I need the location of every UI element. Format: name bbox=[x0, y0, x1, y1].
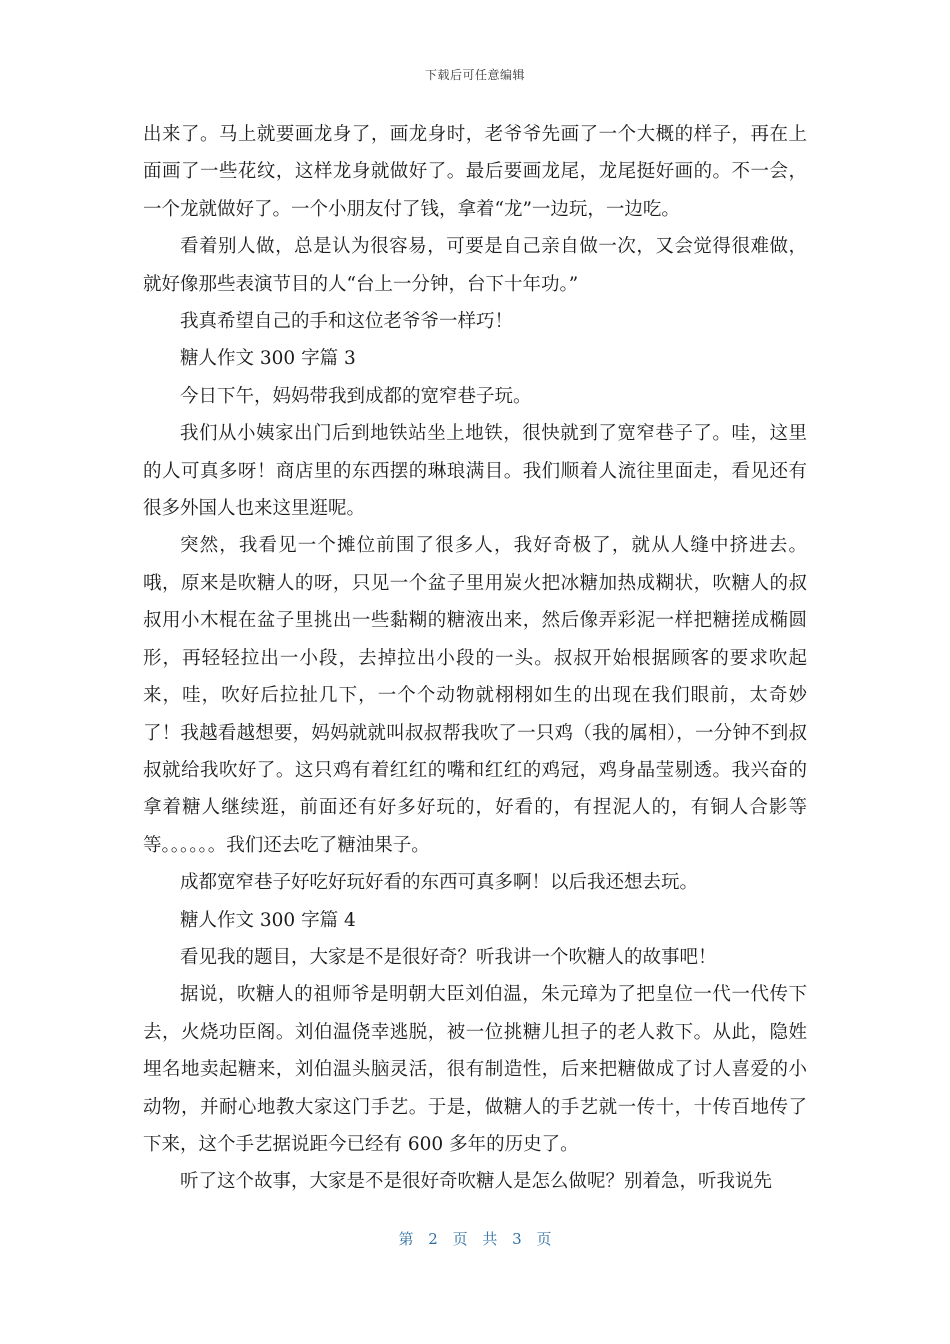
section-heading: 糖人作文 300 字篇 3 bbox=[180, 348, 356, 370]
paragraph: 我真希望自己的手和这位老爷爷一样巧！ bbox=[180, 311, 514, 333]
section-heading: 糖人作文 300 字篇 4 bbox=[180, 909, 356, 931]
paragraph: 听了这个故事，大家是不是很好奇吹糖人是怎么做呢？别着急，听我说先 bbox=[180, 1171, 773, 1193]
page-footer: 第 2 页 共 3 页 bbox=[398, 1230, 552, 1248]
page-header: 下载后可任意编辑 bbox=[424, 68, 525, 82]
paragraph: 看见我的题目，大家是不是很好奇？听我讲一个吹糖人的故事吧！ bbox=[180, 946, 717, 968]
paragraph: 出来了。马上就要画龙身了，画龙身时，老爷爷先画了一个大概的样子，再在上面画了一些花纹，这样龙身就做好了。最后要画龙尾，龙尾挺好画的。不一会，一个龙就做好了。一个小朋友付了钱，拿着“龙”一边玩，一边吃。 bbox=[143, 124, 807, 220]
paragraph: 今日下午，妈妈带我到成都的宽窄巷子玩。 bbox=[180, 385, 532, 407]
document-body bbox=[143, 116, 807, 1201]
paragraph: 突然，我看见一个摊位前围了很多人，我好奇极了，就从人缝中挤进去。哦，原来是吹糖人的呀，只见一个盆子里用炭火把冰糖加热成糊状，吹糖人的叔叔用小木棍在盆子里挑出一些黏糊的糖液出来，然后像弄彩泥一样把糖搓成椭圆形，再轻轻拉出一小段，去掉拉出小段的一头。叔叔开始根据顾客的要求吹起来，哇，吹好后拉扯几下，一个个动物就栩栩如生的出现在我们眼前，太奇妙了！我越看越想要，妈妈就就叫叔叔帮我吹了一只鸡（我的属相），一分钟不到叔叔就给我吹好了。这只鸡有着红红的嘴和红红的鸡冠，鸡身晶莹剔透。我兴奋的拿着糖人继续逛，前面还有好多好玩的，好看的，有捏泥人的，有铜人合影等等。。。。。。我们还去吃了糖油果子。 bbox=[143, 535, 807, 856]
paragraph: 成都宽窄巷子好吃好玩好看的东西可真多啊！以后我还想去玩。 bbox=[180, 872, 699, 894]
paragraph: 看着别人做，总是认为很容易，可要是自己亲自做一次，又会觉得很难做，就好像那些表演节目的人“台上一分钟，台下十年功。” bbox=[143, 236, 807, 295]
paragraph: 我们从小姨家出门后到地铁站坐上地铁，很快就到了宽窄巷子了。哇，这里的人可真多呀！商店里的东西摆的琳琅满目。我们顺着人流往里面走，看见还有很多外国人也来这里逛呢。 bbox=[143, 423, 807, 520]
paragraph: 据说，吹糖人的祖师爷是明朝大臣刘伯温，朱元璋为了把皇位一代一代传下去，火烧功臣阁。刘伯温侥幸逃脱，被一位挑糖儿担子的老人救下。从此，隐姓埋名地卖起糖来，刘伯温头脑灵活，很有制造性，后来把糖做成了讨人喜爱的小动物，并耐心地教大家这门手艺。于是，做糖人的手艺就一传十，十传百地传了下来，这个手艺据说距今已经有 600 多年的历史了。 bbox=[143, 984, 807, 1155]
